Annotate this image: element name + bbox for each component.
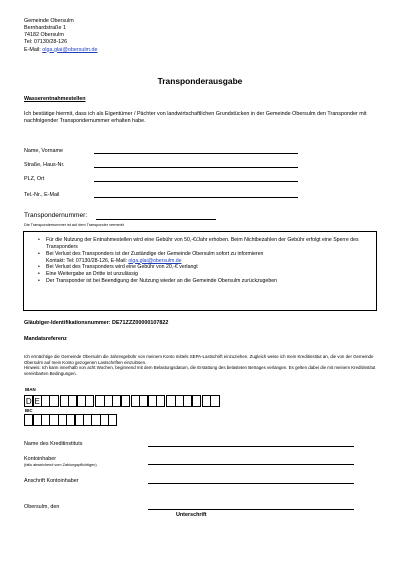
iban-cell[interactable] (156, 395, 165, 407)
holder-address-line[interactable] (148, 483, 354, 484)
creditor-id: Gläubiger-Identifikationsnummer: DE71ZZZ00000107822 (24, 320, 169, 326)
mandate-paragraph (24, 354, 376, 377)
iban-cell[interactable] (210, 395, 219, 407)
intro-text: Ich bestätige hiermit, dass ich als Eigentümer / Pächter von landwirtschaftlichen Grundstücken in der Gemeinde Obersulm den Transponder mit nachfolgender Transpondernummer erhalten habe. (24, 111, 367, 125)
signature-label: Unterschrift (176, 512, 207, 518)
page-title: Transponderausgabe (157, 76, 243, 86)
field-line-city[interactable] (94, 181, 298, 182)
account-holder-label: Kontoinhaber (24, 456, 57, 462)
list-item: • Für die Nutzung der Entnahmestellen wird eine Gebühr von 50,-€/Jahr erhoben. Beim Nichtbezahlen der Gebühr erfolgt eine Sperre des Transponders (38, 237, 368, 251)
iban-cell[interactable] (121, 395, 130, 407)
list-item (38, 251, 368, 265)
bank-name-line[interactable] (148, 446, 354, 447)
org-name: Gemeinde Obersulm (24, 18, 74, 24)
iban-field[interactable] (25, 395, 222, 407)
iban-label: IBAN (25, 387, 36, 392)
bic-field[interactable] (25, 414, 117, 426)
field-line-name[interactable] (94, 153, 298, 154)
org-street: Bernhardstraße 1 (24, 25, 66, 32)
notice-list (38, 237, 368, 285)
bic-label: BIC (25, 408, 33, 413)
transponder-note: Die Transpondernummer ist auf dem Transponder vermerkt (24, 223, 124, 227)
transponder-label: Transpondernummer: (24, 212, 88, 219)
bank-name-label: Name des Kreditinstituts (24, 441, 83, 447)
email-label: E-Mail: (24, 46, 43, 53)
list-item: • Eine Weitergabe an Dritte ist unzulässig (38, 271, 368, 278)
account-holder-note: (falls abweichend vom Zahlungspflichtigen) (24, 463, 97, 467)
field-line-street[interactable] (94, 167, 298, 168)
mandate-text: Ich ermächtige die Gemeinde Obersulm die Jahresgebühr von meinem Konto mittels SEPA-Lastschrift einzuziehen. Zugleich weise ich mein Kreditinstitut an, die von der Gemeinde Obersulm auf mein Konto gezogenen Lastschriften einzulösen. (24, 354, 374, 365)
signature-line[interactable] (148, 509, 354, 510)
iban-group (25, 395, 59, 407)
list-item-text: Bei Verlust des Transponders ist der Zuständige der Gemeinde Obersulm sofort zu informieren (46, 250, 264, 257)
bic-cell[interactable] (108, 414, 117, 426)
iban-group (167, 395, 201, 407)
holder-address-label: Anschrift Kontoinhaber (24, 478, 79, 484)
contact-email-link[interactable]: olga.glai@obersulm.de (128, 257, 182, 264)
transponder-line[interactable] (96, 219, 216, 220)
list-item: • Der Transponder ist bei Beendigung der Nutzung wieder an die Gemeinde Obersulm zurückzugeben (38, 278, 368, 285)
mandate-hint: Hinweis: Ich kann innerhalb von acht Wochen, beginnend mit dem Belastungsdatum, die Erstattung des belasteten Betrages verlangen. Es gelten dabei die mit meinem Kreditinstitut vereinbarten Bedingungen. (24, 365, 376, 377)
org-city: 74182 Obersulm (24, 32, 64, 39)
field-label-contact: Tel.-Nr., E-Mail (24, 192, 60, 198)
section-heading: Wasserentnahmestellen (24, 96, 86, 102)
org-phone: Tel: 07130/28-126 (24, 39, 68, 46)
place-date-label: Obersulm, den (24, 504, 60, 510)
iban-group (132, 395, 166, 407)
list-item: • Bei Verlust des Transponders wird eine Gebühr von 20,-€ verlangt (38, 264, 368, 271)
iban-cell[interactable]: D (25, 397, 32, 406)
iban-cell[interactable] (192, 395, 201, 407)
iban-cell[interactable]: E (34, 397, 40, 406)
contact-text: Kontakt: Tel: 07130/28-126, E-Mail: (46, 257, 129, 264)
notice-box (23, 231, 377, 311)
field-label-name: Name, Vorname (24, 148, 63, 154)
iban-group (96, 395, 130, 407)
iban-cell[interactable] (85, 395, 94, 407)
field-label-city: PLZ, Ort (24, 176, 45, 182)
field-line-contact[interactable] (94, 197, 298, 198)
letterhead (24, 18, 98, 54)
iban-group (203, 395, 220, 407)
org-email-row (24, 47, 98, 54)
iban-group (61, 395, 95, 407)
mandate-heading: Mandatsreferenz (24, 336, 67, 342)
account-holder-line[interactable] (148, 464, 354, 465)
field-label-street: Straße, Haus-Nr. (24, 162, 65, 168)
org-email-link[interactable]: olga.glai@obersulm.de (42, 46, 98, 53)
iban-cell[interactable] (49, 395, 58, 407)
